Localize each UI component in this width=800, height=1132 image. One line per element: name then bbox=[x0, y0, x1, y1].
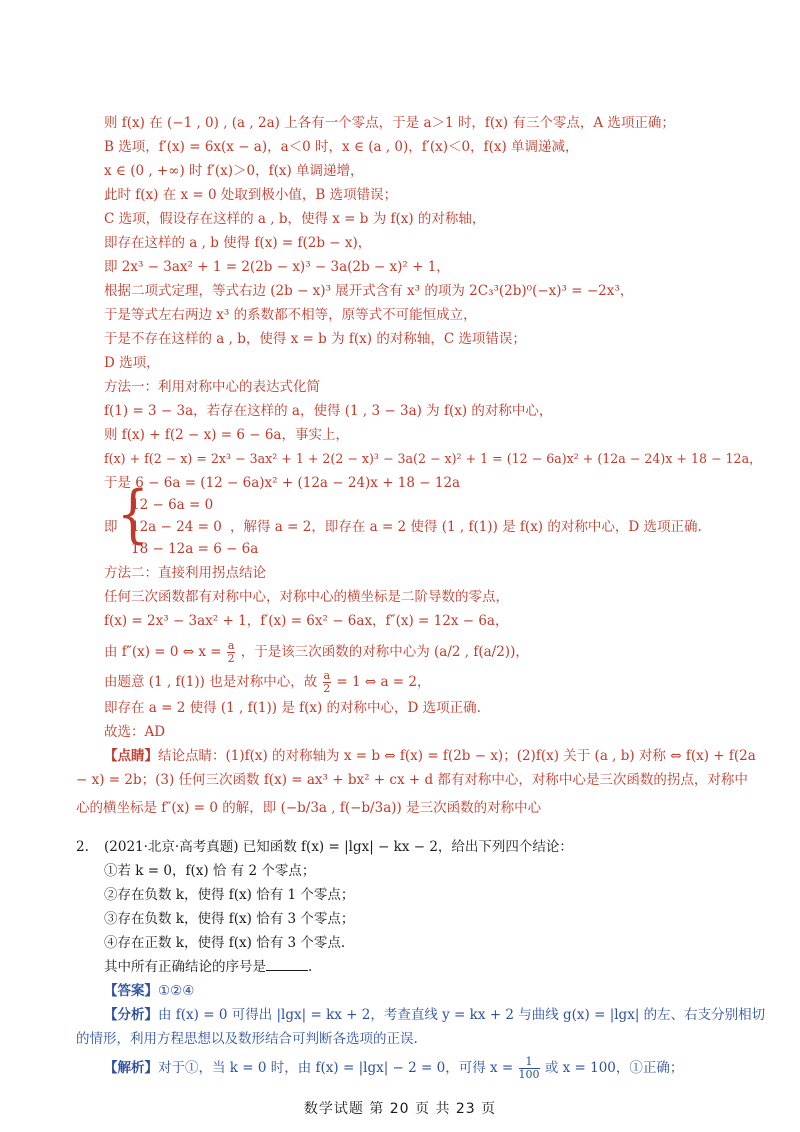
solution-line-14: 则 f(x) + f(2 − x) = 6 − 6a，事实上， bbox=[104, 427, 349, 443]
method2-line-2: f(x) = 2x³ − 3ax² + 1，f′(x) = 6x² − 6ax，f″(x) = 12x − 6a， bbox=[104, 613, 509, 629]
method2-line-1: 任何三次函数都有对称中心，对称中心的横坐标是二阶导数的零点， bbox=[104, 589, 509, 605]
solution-line-5: C 选项，假设存在这样的 a , b，使得 x = b 为 f(x) 的对称轴， bbox=[104, 211, 486, 227]
answer-line: 【答案】①②④ bbox=[104, 983, 195, 999]
solution-line-16: 于是 6 − 6a = (12 − 6a)x² + (12a − 24)x + 18 − 12a bbox=[104, 475, 461, 491]
analysis-line-1: 【分析】由 f(x) = 0 可得出 |lgx| = kx + 2，考查直线 y = kx + 2 与曲线 g(x) = |lgx| 的左、右支分别相切 bbox=[104, 1007, 766, 1023]
remark-tag: 【点睛】 bbox=[104, 748, 158, 764]
fraction-1-over-100: $\frac{1}{100}$ bbox=[518, 1055, 540, 1081]
solution-tag: 【解析】 bbox=[104, 1060, 158, 1076]
answer-blank bbox=[266, 956, 308, 971]
solution-line-6: 即存在这样的 a , b 使得 f(x) = f(2b − x)， bbox=[104, 235, 372, 251]
option-3: ③存在负数 k，使得 f(x) 恰有 3 个零点； bbox=[104, 911, 355, 927]
system-suffix: ，解得 a = 2，即存在 a = 2 使得 (1 , f(1)) 是 f(x) 的对称中心，D 选项正确. bbox=[230, 519, 702, 535]
solution-line-15: f(x) + f(2 − x) = 2x³ − 3ax² + 1 + 2(2 − x)³ − 3a(2 − x)² + 1 = (12 − 6a)x² + (12a − 24)x + 18 − 12a， bbox=[104, 451, 762, 466]
solution-line-10: 于是不存在这样的 a , b，使得 x = b 为 f(x) 的对称轴，C 选项错误； bbox=[104, 331, 526, 347]
remark-line-1: 【点睛】结论点睛：(1)f(x) 的对称轴为 x = b ⇔ f(x) = f(2b − x)；(2)f(x) 关于 (a , b) 对称 ⇔ f(x) + f(2a bbox=[104, 748, 756, 764]
solution-line-13: f(1) = 3 − 3a，若存在这样的 a，使得 (1 , 3 − 3a) 为 f(x) 的对称中心， bbox=[104, 403, 553, 419]
solution-line-4: 此时 f(x) 在 x = 0 处取到极小值，B 选项错误； bbox=[104, 187, 398, 203]
solution-line-3: x ∈ (0 , +∞) 时 f′(x)＞0，f(x) 单调递增， bbox=[104, 163, 364, 179]
choice-answer: 故选：AD bbox=[104, 724, 166, 740]
analysis-line-2: 的情形，利用方程思想以及数形结合可判断各选项的正误. bbox=[76, 1031, 418, 1047]
system-eq-2: 12a − 24 = 0 bbox=[131, 519, 222, 535]
question-ask: 其中所有正确结论的序号是 . bbox=[104, 956, 312, 978]
remark-line-3: 心的横坐标是 f″(x) = 0 的解，即 (−b/3a , f(−b/3a)) 是三次函数的对称中心 bbox=[76, 800, 542, 816]
analysis-tag: 【分析】 bbox=[104, 1007, 158, 1023]
method2-line-3: 由 f″(x) = 0 ⇔ x = $\frac{a}{2}$ ，于是该三次函数的对称中心为 (a/2 , f(a/2))， bbox=[104, 639, 529, 665]
question-number: 2. bbox=[76, 839, 89, 855]
solution-line-11: D 选项， bbox=[104, 355, 160, 371]
page-footer: 数学试题 第 20 页 共 23 页 bbox=[303, 1101, 497, 1117]
fraction-a-over-2: $\frac{a}{2}$ bbox=[227, 639, 235, 665]
method2-line-4: 由题意 (1 , f(1)) 也是对称中心，故 $\frac{a}{2}$ = 1 ⇔ a = 2， bbox=[104, 669, 431, 695]
option-2: ②存在负数 k，使得 f(x) 恰有 1 个零点； bbox=[104, 887, 355, 903]
method2-line-5: 即存在 a = 2 使得 (1 , f(1)) 是 f(x) 的对称中心，D 选项正确. bbox=[104, 700, 481, 716]
system-eq-3: 18 − 12a = 6 − 6a bbox=[131, 541, 259, 557]
method2-title: 方法二：直接利用拐点结论 bbox=[104, 565, 266, 581]
solution-line-9: 于是等式左右两边 x³ 的系数都不相等，原等式不可能恒成立， bbox=[104, 307, 477, 323]
system-eq-1: 12 − 6a = 0 bbox=[131, 497, 214, 513]
fraction-a-over-2-b: $\frac{a}{2}$ bbox=[323, 669, 331, 695]
solution-line-8: 根据二项式定理，等式右边 (2b − x)³ 展开式含有 x³ 的项为 2C₃³(2b)⁰(−x)³ = −2x³， bbox=[104, 283, 634, 299]
solution-line-7: 即 2x³ − 3ax² + 1 = 2(2b − x)³ − 3a(2b − x)² + 1， bbox=[104, 259, 450, 275]
solution-start: 【解析】对于①，当 k = 0 时，由 f(x) = |lgx| − 2 = 0，可得 x = $\frac{1}{100}$ 或 x = 100，①正确； bbox=[104, 1055, 684, 1081]
question-stem: (2021·北京·高考真题) 已知函数 f(x) = |lgx| − kx − 2，给出下列四个结论： bbox=[104, 839, 573, 855]
remark-line-2: − x) = 2b；(3) 任何三次函数 f(x) = ax³ + bx² + cx + d 都有对称中心，对称中心是三次函数的拐点，对称中 bbox=[76, 772, 748, 788]
solution-line-1: 则 f(x) 在 (−1 , 0) , (a , 2a) 上各有一个零点，于是 a＞1 时，f(x) 有三个零点，A 选项正确； bbox=[104, 115, 675, 131]
system-prefix: 即 bbox=[104, 519, 118, 535]
option-1: ①若 k = 0，f(x) 恰 有 2 个零点； bbox=[104, 863, 316, 879]
answer-tag: 【答案】 bbox=[104, 983, 158, 999]
solution-line-2: B 选项，f′(x) = 6x(x − a)，a＜0 时，x ∈ (a , 0)，f′(x)＜0，f(x) 单调递减， bbox=[104, 139, 579, 155]
option-4: ④存在正数 k，使得 f(x) 恰有 3 个零点. bbox=[104, 935, 346, 951]
system-brace: { bbox=[117, 478, 149, 551]
method1-title: 方法一：利用对称中心的表达式化简 bbox=[104, 379, 320, 395]
